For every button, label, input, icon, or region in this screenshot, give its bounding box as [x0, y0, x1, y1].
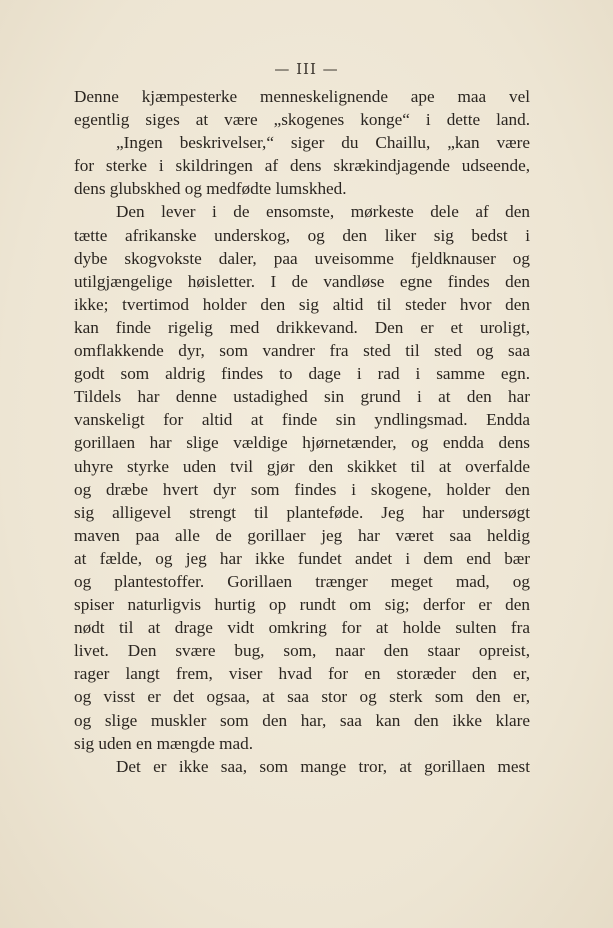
- text-line: Tildels har denne ustadighed sin grund i at den har: [74, 387, 530, 407]
- text-line: utilgjængelige høisletter. I de vandløse egne findes den: [74, 271, 530, 291]
- text-line: og plantestoffer. Gorillaen trænger meget mad, og: [74, 571, 530, 591]
- page-number: — III —: [274, 60, 339, 78]
- text-line: godt som aldrig findes to dage i rad i samme egn.: [74, 364, 530, 384]
- text-line: nødt til at drage vidt omkring for at holde sulten fra: [74, 618, 530, 638]
- text-line: Det er ikke saa, som mange tror, at gorillaen mest: [116, 756, 530, 776]
- text-line: ikke; tvertimod holder den sig altid til steder hvor den: [74, 294, 530, 314]
- text-line: for sterke i skildringen af dens skrækindjagende udseende,: [74, 156, 530, 176]
- text-line: og visst er det ogsaa, at saa stor og sterk som den er,: [74, 687, 530, 707]
- text-line: og slige muskler som den har, saa kan den ikke klare: [74, 710, 530, 730]
- text-line: sig alligevel strengt til planteføde. Jeg har undersøgt: [74, 502, 530, 522]
- text-line: gorillaen har slige vældige hjørnetænder, og endda dens: [74, 433, 530, 453]
- text-line: kan finde rigelig med drikkevand. Den er et uroligt,: [74, 317, 530, 337]
- text-line: spiser naturligvis hurtig op rundt om sig; derfor er den: [74, 595, 530, 615]
- text-line: dybe skogvokste daler, paa uveisomme fjeldknauser og: [74, 248, 530, 268]
- text-line: rager langt frem, viser hvad for en storæder den er,: [74, 664, 530, 684]
- body-text: [74, 85, 530, 778]
- text-line: maven paa alle de gorillaer jeg har været saa heldig: [74, 525, 530, 545]
- text-line: Den lever i de ensomste, mørkeste dele af den: [116, 202, 530, 222]
- text-line: dens glubskhed og medfødte lumskhed.: [74, 179, 347, 199]
- text-line: omflakkende dyr, som vandrer fra sted til sted og saa: [74, 341, 530, 361]
- text-line: sig uden en mængde mad.: [74, 733, 254, 753]
- text-line: „Ingen beskrivelser,“ siger du Chaillu, „kan være: [116, 133, 530, 153]
- text-line: Denne kjæmpesterke menneskelignende ape maa vel: [74, 87, 530, 106]
- text-line: egentlig siges at være „skogenes konge“ i dette land.: [74, 110, 530, 130]
- text-line: uhyre styrke uden tvil gjør den skikket til at overfalde: [74, 456, 530, 476]
- text-line: at fælde, og jeg har ikke fundet andet i dem end bær: [74, 548, 530, 568]
- text-line: og dræbe hvert dyr som findes i skogene, holder den: [74, 479, 530, 499]
- text-line: vanskeligt for altid at finde sin yndlingsmad. Endda: [74, 410, 530, 430]
- text-line: tætte afrikanske underskog, og den liker sig bedst i: [74, 225, 530, 245]
- text-line: livet. Den svære bug, som, naar den staar opreist,: [74, 641, 530, 661]
